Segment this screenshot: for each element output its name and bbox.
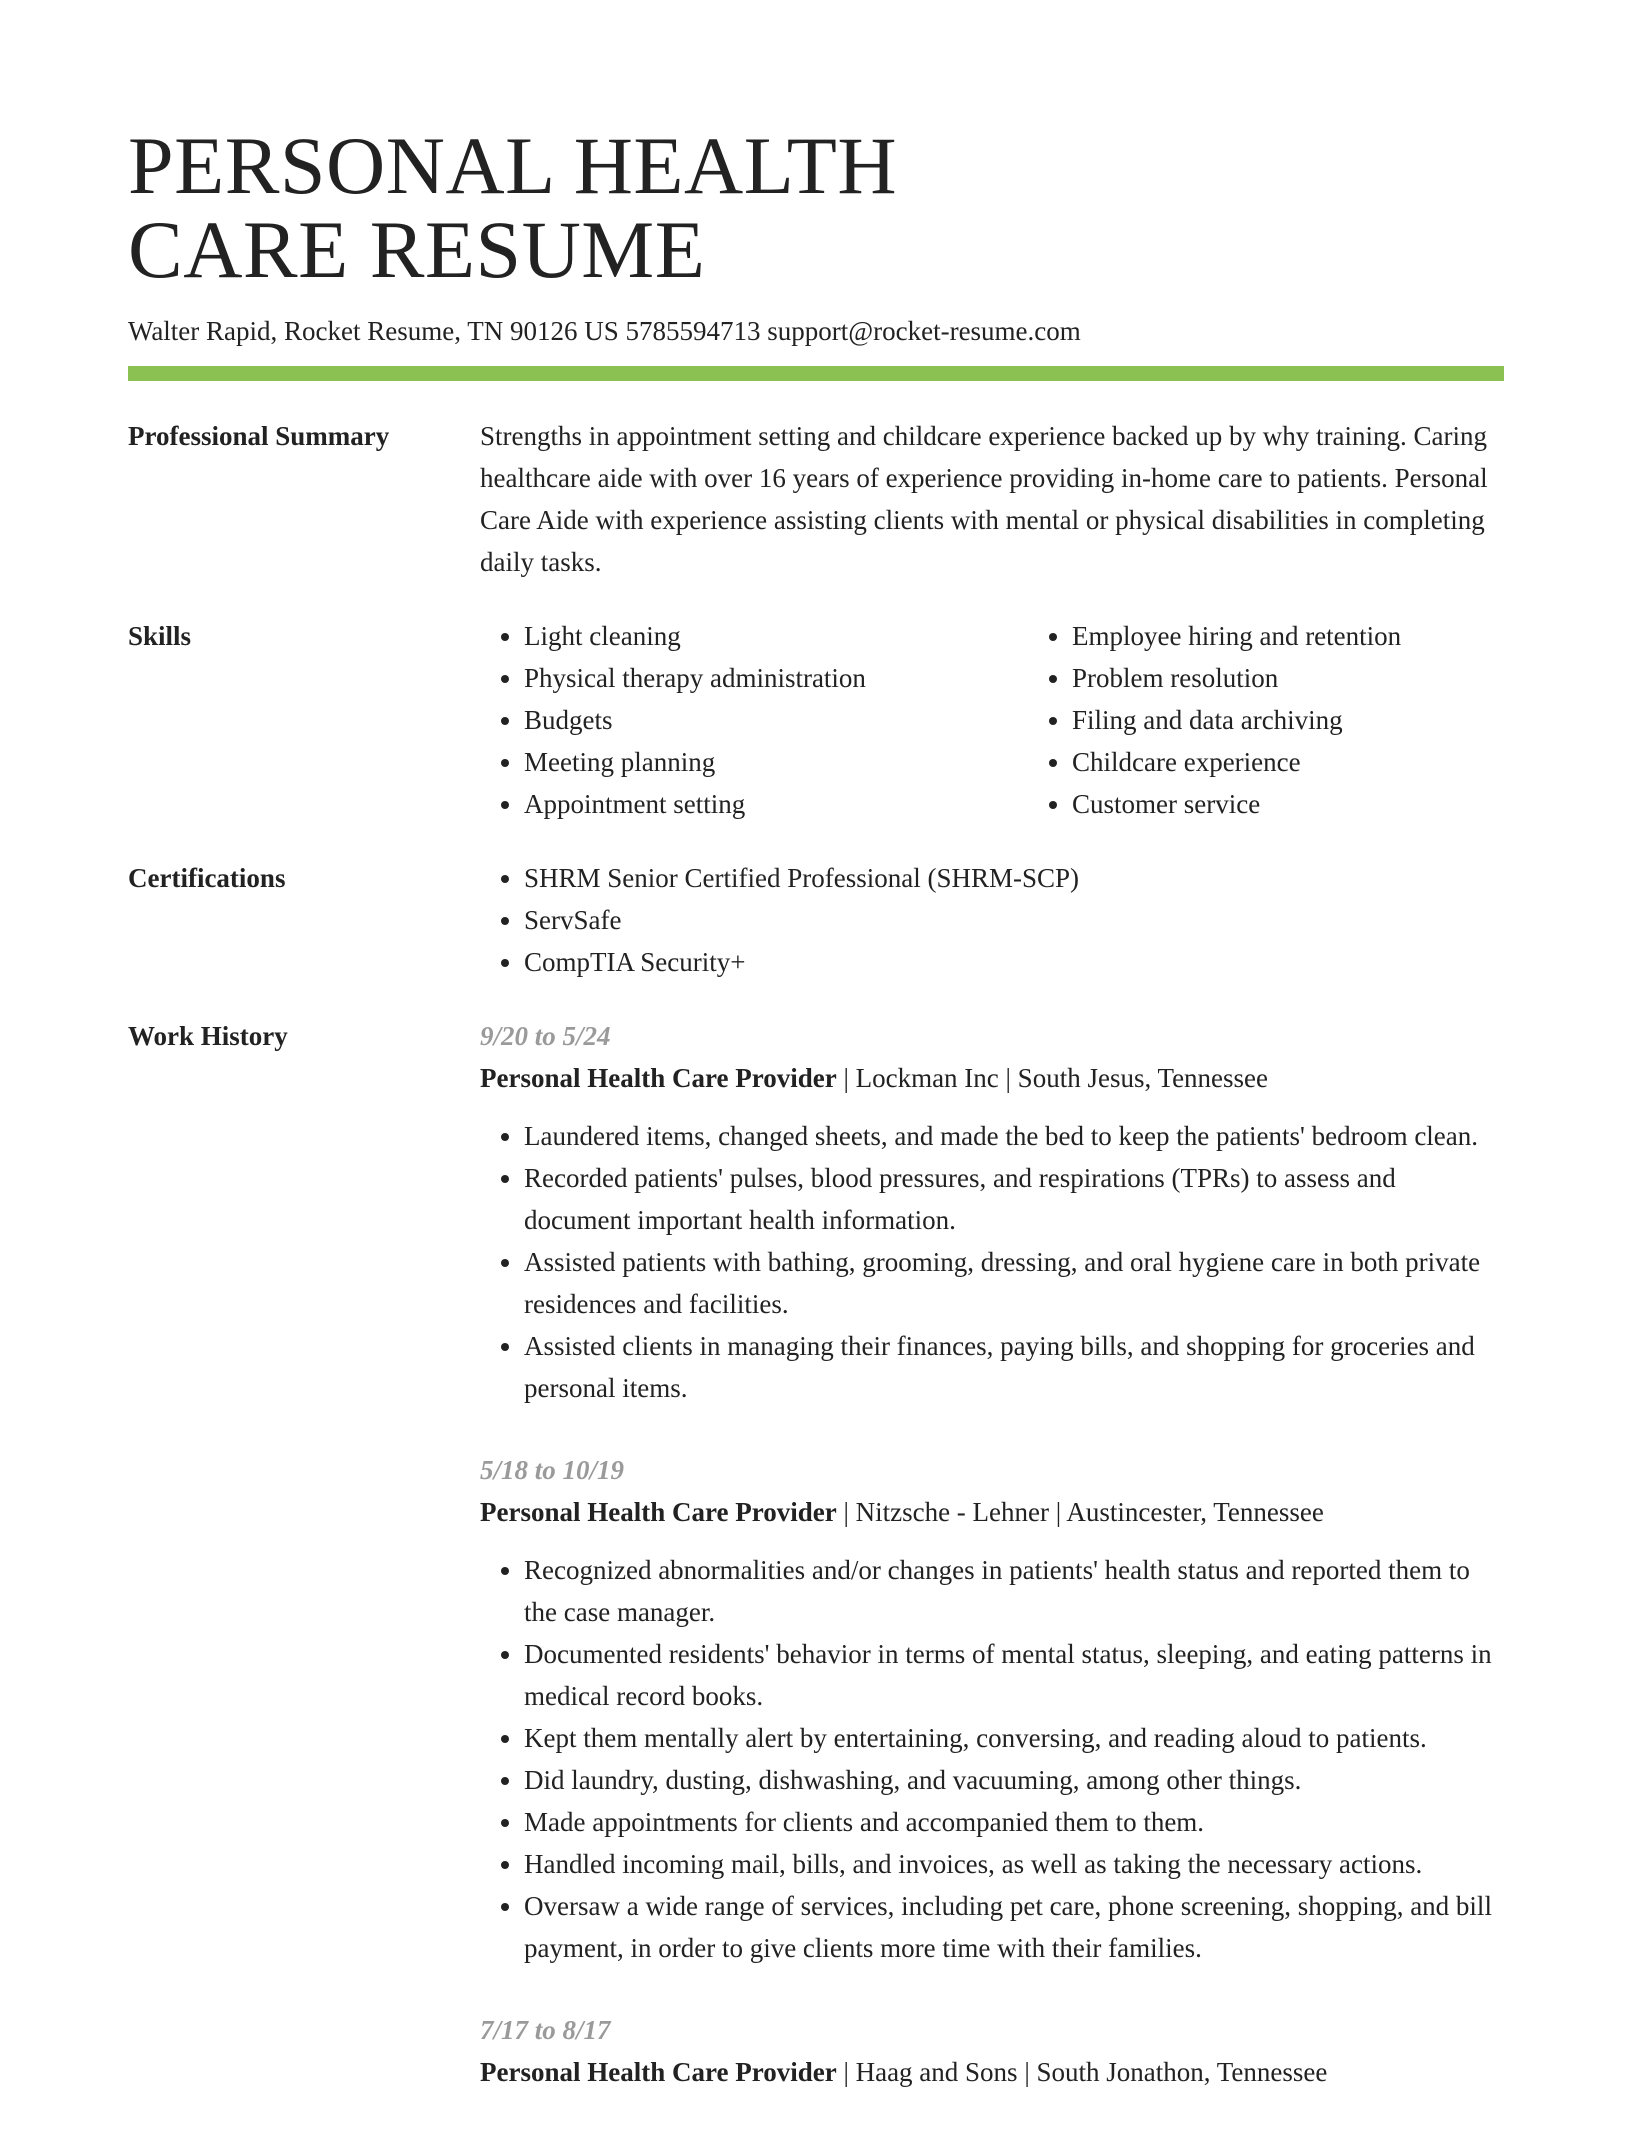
list-item: • Assisted patients with bathing, grooming, dressing, and oral hygiene care in both private residences and facilities. [524, 1241, 1504, 1325]
title-line-1: PERSONAL HEALTH [128, 120, 898, 211]
list-item: • Documented residents' behavior in terms of mental status, sleeping, and eating patterns in medical record books. [524, 1633, 1504, 1717]
list-item: • Kept them mentally alert by entertaining, conversing, and reading aloud to patients. [524, 1717, 1504, 1759]
page-title [128, 0, 1504, 295]
list-item: • Handled incoming mail, bills, and invoices, as well as taking the necessary actions. [524, 1843, 1504, 1885]
list-item: • Laundered items, changed sheets, and made the bed to keep the patients' bedroom clean. [524, 1115, 1504, 1157]
list-item: • Childcare experience [1072, 741, 1576, 783]
job-dates: 5/18 to 10/19 [480, 1455, 625, 1485]
job-heading [480, 2051, 1504, 2093]
job-title: Personal Health Care Provider [480, 1497, 837, 1527]
list-item: • CompTIA Security+ [524, 941, 1504, 983]
list-item: • ServSafe [524, 899, 1504, 941]
summary-section [128, 415, 1504, 583]
list-item: • Filing and data archiving [1072, 699, 1576, 741]
job-title: Personal Health Care Provider [480, 2057, 837, 2087]
job-entry [480, 2009, 1504, 2093]
list-item: • Oversaw a wide range of services, including pet care, phone screening, shopping, and bill payment, in order to give clients more time with their families. [524, 1885, 1504, 1969]
list-item: • Employee hiring and retention [1072, 615, 1576, 657]
list-item: • Recorded patients' pulses, blood pressures, and respirations (TPRs) to assess and document important health information. [524, 1157, 1504, 1241]
job-details: | Nitzsche - Lehner | Austincester, Tennessee [836, 1497, 1324, 1527]
job-heading [480, 1491, 1504, 1533]
skills-section [128, 615, 1504, 825]
job-dates: 7/17 to 8/17 [480, 2015, 611, 2045]
title-line-2: CARE RESUME [128, 204, 706, 295]
section-label-summary: Professional Summary [128, 421, 390, 451]
contact-info: Walter Rapid, Rocket Resume, TN 90126 US 5785594713 support@rocket-resume.com [128, 316, 1081, 346]
section-label-certifications: Certifications [128, 863, 286, 893]
job-entry [480, 1015, 1504, 1409]
list-item: • Appointment setting [524, 783, 1028, 825]
list-item: • SHRM Senior Certified Professional (SHRM-SCP) [524, 857, 1504, 899]
job-details: | Haag and Sons | South Jonathon, Tennessee [836, 2057, 1328, 2087]
list-item: • Did laundry, dusting, dishwashing, and vacuuming, among other things. [524, 1759, 1504, 1801]
summary-text: Strengths in appointment setting and childcare experience backed up by why training. Caring healthcare aide with over 16 years of experience providing in-home care to patients. Personal Care Aide with experience assisting clients with mental or physical disabilities in completing daily tasks. [480, 421, 1488, 577]
job-duties-list [480, 1549, 1504, 1969]
list-item: • Light cleaning [524, 615, 1028, 657]
job-title: Personal Health Care Provider [480, 1063, 837, 1093]
list-item: • Problem resolution [1072, 657, 1576, 699]
section-label-work-history: Work History [128, 1021, 288, 1051]
list-item: • Budgets [524, 699, 1028, 741]
certifications-section [128, 857, 1504, 983]
list-item: • Customer service [1072, 783, 1576, 825]
job-heading [480, 1057, 1504, 1099]
list-item: • Meeting planning [524, 741, 1028, 783]
section-label-skills: Skills [128, 621, 192, 651]
list-item: • Made appointments for clients and accompanied them to them. [524, 1801, 1504, 1843]
job-details: | Lockman Inc | South Jesus, Tennessee [836, 1063, 1269, 1093]
job-entry [480, 1449, 1504, 1969]
job-duties-list [480, 1115, 1504, 1409]
accent-divider [128, 366, 1504, 381]
skills-list-right [1028, 615, 1576, 825]
skills-list-left [480, 615, 1028, 825]
list-item: • Physical therapy administration [524, 657, 1028, 699]
work-history-section [128, 1015, 1504, 2133]
certifications-list [480, 857, 1504, 983]
resume-page [128, 0, 1504, 2133]
job-dates: 9/20 to 5/24 [480, 1021, 611, 1051]
list-item: • Recognized abnormalities and/or changes in patients' health status and reported them to the case manager. [524, 1549, 1504, 1633]
list-item: • Assisted clients in managing their finances, paying bills, and shopping for groceries and personal items. [524, 1325, 1504, 1409]
